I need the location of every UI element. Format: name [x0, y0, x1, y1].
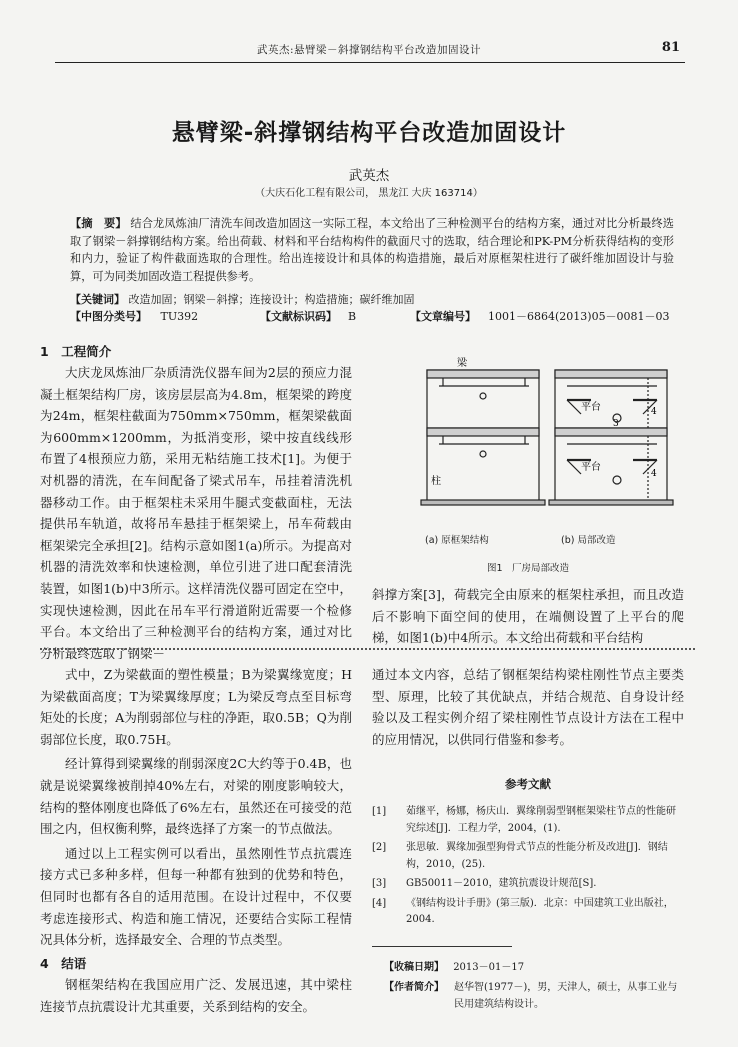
lower-right-p1: 通过本文内容，总结了钢框架结构梁柱刚性节点主要类型、原理，比较了其优缺点，并结合规范、自身设计经验以及工程实例介绍了梁柱刚性节点设计方法在工程中的应用情况，以供同行借鉴和参考。 [372, 667, 684, 747]
section-heading-4: 4 结语 [40, 955, 87, 971]
abstract-label: 【摘 要】 [70, 216, 127, 230]
lower-left-p3: 通过以上工程实例可以看出，虽然刚性节点抗震连接方式已多种多样，但每一种都有独到的优势和特色，但同时也都有各自的适用范围。在设计过程中，不仅要考虑连接形式、构造和施工情况，还要结合实际工程情况具体分析，选择最安全、合理的节点类型。 [40, 845, 352, 948]
reference-number: [1] [372, 806, 387, 817]
figure-1-drawing [385, 352, 685, 584]
reference-number: [2] [372, 842, 387, 853]
reference-item [372, 840, 684, 873]
figure-column-label: 柱 [431, 476, 441, 487]
figure-sub-a: (a) 原框架结构 [425, 535, 489, 546]
lower-left-p2: 经计算得到梁翼缘的削弱深度2C大约等于0.4B，也就是说梁翼缘被削掉40%左右，对梁的刚度影响较大，结构的整体刚度也降低了6%左右，虽然还在可接受的范围之内，但权衡利弊，最终选择了方案一的节点做法。 [40, 756, 352, 837]
abstract [70, 215, 674, 285]
figure-caption: 图1 厂房局部改造 [487, 563, 570, 574]
article-title: 悬臂梁-斜撑钢结构平台改造加固设计 [171, 120, 567, 146]
bio-text: 赵华智(1977－)，男，天津人，硕士，从事工业与民用建筑结构设计。 [454, 982, 678, 1010]
classification-line [70, 308, 670, 325]
received-label: 【收稿日期】 [384, 962, 444, 973]
section1-paragraph [40, 362, 352, 664]
reference-text: 张思敏．翼缘加强型狗骨式节点的性能分析及改进[J]．钢结构，2010，(25). [406, 842, 668, 870]
received-date: 2013－01－17 [453, 962, 525, 973]
section1-text: 大庆龙凤炼油厂杂质清洗仪器车间为2层的预应力混凝土框架结构厂房，该房层层高为4.8m，框架梁的跨度为24m，框架柱截面为750mm×750mm，框架梁截面为600mm×1200mm，为抵消变形，梁中按直线线形布置了4根预应力筋，采用无粘结施工技术[1]。为便于对机器的清洗，在车间配备了梁式吊车，吊挂着清洗机器移动工作。由于框架柱未采用牛腿式变截面柱，无法提供吊车轨道，故将吊车悬挂于框架梁上，吊车荷载由框架梁完全承担[2]。结构示意如图1(a)所示。为提高对机器的清洗效率和快速检测，单位引进了进口配套清洗装置，如图1(b)中3所示。这样清洗仪器可固定在空中，实现快速检测，因此在吊车平行滑道附近需要一个检修平台。本文给出了三种检测平台的结构方案，通过对比分析最终选取了钢梁－ [40, 365, 352, 661]
lower-right-column [372, 664, 684, 750]
lower-left-p1: 式中，Z为梁截面的塑性模量；B为梁翼缘宽度；H为梁截面高度；T为梁翼缘厚度；L为梁反弯点至目标弯矩处的长度；A为削弱部位与柱的净距，取0.5B；Q为削弱部位长度，取0.75H。 [40, 667, 352, 747]
reference-text: 茹继平，杨娜，杨庆山．翼缘削弱型钢框架梁柱节点的性能研究综述[J]．工程力学，2004，(1). [406, 806, 676, 834]
reference-number: [4] [372, 897, 387, 909]
reference-item [372, 876, 684, 893]
figure-platform-label-lower: 平台 [581, 462, 601, 473]
received-date-line [384, 960, 684, 977]
clc-value: TU392 [160, 310, 199, 323]
figure-num-4-lower: 4 [651, 469, 657, 479]
figure-platform-label-upper: 平台 [581, 402, 601, 413]
keywords-label: 【关键词】 [70, 293, 125, 306]
beam-a-mid [427, 428, 539, 436]
section1-continued [372, 584, 684, 649]
abstract-text: 结合龙凤炼油厂清洗车间改造加固这一实际工程，本文给出了三种检测平台的结构方案，通过对比分析最终选取了钢梁－斜撑钢结构方案。给出荷载、材料和平台结构构件的截面尺寸的选取，结合理论和PK-PM分析获得结构的变形和内力，验证了构件截面选取的合理性。给出连接设计和具体的构造措施，最后对原框架柱进行了碳纤维加固设计与验算，可为同类加固改造工程提供参考。 [70, 217, 674, 283]
references-heading: 参考文献 [505, 777, 551, 791]
doc-code-value: B [348, 310, 357, 323]
beam-a-top [427, 370, 539, 378]
header-rule [55, 62, 685, 63]
reference-text: 《钢结构设计手册》(第三版)．北京：中国建筑工业出版社，2004. [406, 897, 674, 925]
page-number: 81 [661, 40, 680, 55]
reference-text: GB50011－2010，建筑抗震设计规范[S]. [406, 878, 597, 889]
figure-num-3: 3 [613, 419, 619, 429]
article-no-label: 【文章编号】 [410, 310, 476, 323]
section-heading-1: 1 工程简介 [40, 344, 112, 359]
author-affiliation: （大庆石化工程有限公司， 黑龙江 大庆 163714） [255, 188, 483, 199]
author-name: 武英杰 [348, 168, 390, 184]
clc-label: 【中图分类号】 [70, 310, 147, 323]
figure-beam-label: 梁 [457, 358, 467, 369]
keywords-text: 改造加固；钢梁－斜撑；连接设计；构造措施；碳纤维加固 [128, 293, 415, 306]
author-bio-line [384, 980, 684, 1013]
reference-item [372, 804, 684, 837]
figure-sub-b: (b) 局部改造 [561, 535, 616, 546]
figure-1 [385, 352, 685, 584]
references-list [372, 804, 684, 929]
running-header [0, 40, 738, 60]
beam-b-top [555, 370, 667, 378]
reference-number: [3] [372, 878, 387, 889]
running-title: 武英杰:悬臂梁－斜撑钢结构平台改造加固设计 [256, 44, 482, 56]
section1-text-continued: 斜撑方案[3]，荷载完全由原来的框架柱承担，而且改造后不影响下面空间的使用，在端侧设置了上平台的爬梯，如图1(b)中4所示。本文给出荷载和平台结构 [372, 587, 684, 646]
beam-b-mid [555, 428, 667, 436]
figure-num-4-upper: 4 [651, 407, 657, 417]
article-no-value: 1001－6864(2013)05－0081－03 [488, 310, 670, 323]
keywords-line [70, 291, 415, 308]
reference-item [372, 896, 684, 929]
bio-label: 【作者简介】 [384, 982, 444, 993]
footnote-rule [372, 946, 512, 947]
lower-left-column [40, 664, 352, 1018]
page-join-separator [40, 648, 695, 650]
lower-left-p4: 钢框架结构在我国应用广泛、发展迅速，其中梁柱连接节点抗震设计尤其重要，关系到结构的安全。 [40, 977, 352, 1014]
doc-code-label: 【文献标识码】 [260, 310, 337, 323]
